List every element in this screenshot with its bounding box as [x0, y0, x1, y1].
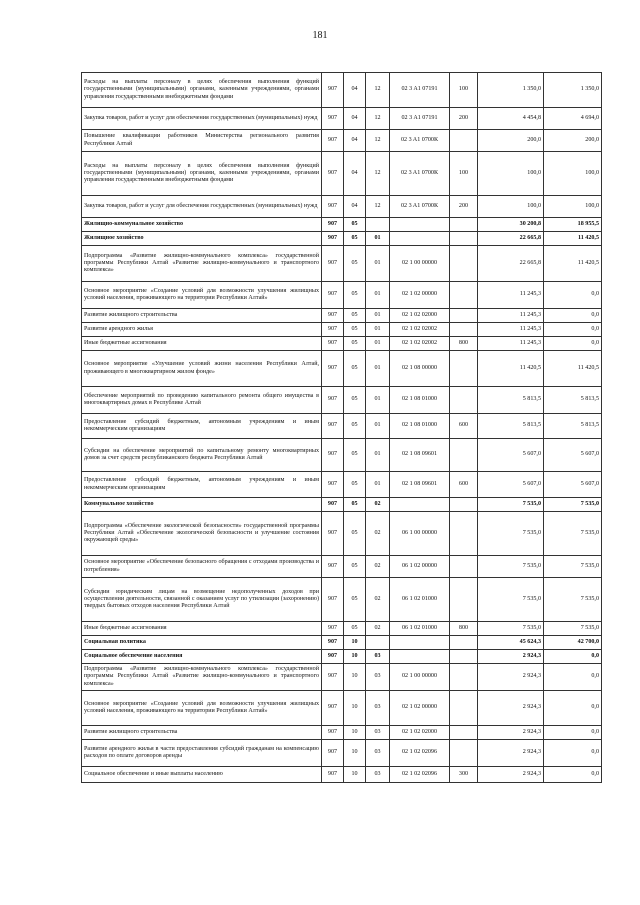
expense-type-cell: [450, 691, 478, 726]
amount-year1-cell: 100,0: [478, 152, 544, 196]
table-row: [82, 636, 602, 650]
subsection-code-cell: 12: [366, 108, 390, 130]
budget-table: [81, 72, 602, 783]
expense-name-cell: Социальная политика: [82, 636, 322, 650]
ministry-code-cell: 907: [322, 636, 344, 650]
amount-year1-cell: 11 245,3: [478, 337, 544, 351]
target-article-cell: 02 1 08 01000: [390, 387, 450, 414]
ministry-code-cell: 907: [322, 351, 344, 387]
target-article-cell: 02 1 08 01000: [390, 414, 450, 439]
section-code-cell: 10: [344, 636, 366, 650]
ministry-code-cell: 907: [322, 767, 344, 783]
amount-year2-cell: 18 955,5: [544, 218, 602, 232]
amount-year2-cell: 5 607,0: [544, 472, 602, 498]
amount-year1-cell: 11 245,3: [478, 323, 544, 337]
amount-year1-cell: 7 535,0: [478, 622, 544, 636]
section-code-cell: 05: [344, 622, 366, 636]
ministry-code-cell: 907: [322, 337, 344, 351]
amount-year1-cell: 5 607,0: [478, 439, 544, 472]
target-article-cell: 06 1 02 01000: [390, 578, 450, 622]
table-row: [82, 337, 602, 351]
ministry-code-cell: 907: [322, 387, 344, 414]
table-row: [82, 130, 602, 152]
expense-type-cell: [450, 439, 478, 472]
ministry-code-cell: 907: [322, 439, 344, 472]
amount-year2-cell: 4 694,0: [544, 108, 602, 130]
amount-year1-cell: 30 200,8: [478, 218, 544, 232]
target-article-cell: 02 1 02 02096: [390, 767, 450, 783]
ministry-code-cell: 907: [322, 578, 344, 622]
target-article-cell: 02 1 00 00000: [390, 246, 450, 282]
ministry-code-cell: 907: [322, 196, 344, 218]
ministry-code-cell: 907: [322, 740, 344, 767]
table-row: [82, 512, 602, 556]
subsection-code-cell: 12: [366, 130, 390, 152]
amount-year2-cell: 42 700,0: [544, 636, 602, 650]
subsection-code-cell: 02: [366, 498, 390, 512]
section-code-cell: 05: [344, 439, 366, 472]
ministry-code-cell: 907: [322, 218, 344, 232]
section-code-cell: 10: [344, 650, 366, 664]
expense-name-cell: Развитие жилищного строительства: [82, 309, 322, 323]
expense-name-cell: Основное мероприятие «Улучшение условий жизни населения Республики Алтай, проживающего в многоквартирном жилом фонде»: [82, 351, 322, 387]
amount-year1-cell: 2 924,3: [478, 740, 544, 767]
expense-name-cell: Подпрограмма «Развитие жилищно-коммунального комплекса» государственной программы Республики Алтай «Развитие жилищно-коммунального и транспортного комплекса»: [82, 246, 322, 282]
amount-year2-cell: 0,0: [544, 691, 602, 726]
expense-name-cell: Основное мероприятие «Создание условий для возможности улучшения жилищных условий населения, проживающего на территории Республики Алтай»: [82, 691, 322, 726]
subsection-code-cell: 03: [366, 650, 390, 664]
expense-name-cell: Основное мероприятие «Создание условий для возможности улучшения жилищных условий населения, проживающего на территории Республики Алтай»: [82, 282, 322, 309]
subsection-code-cell: 02: [366, 556, 390, 578]
target-article-cell: 02 1 02 00000: [390, 282, 450, 309]
ministry-code-cell: 907: [322, 152, 344, 196]
expense-name-cell: Развитие арендного жилья: [82, 323, 322, 337]
amount-year2-cell: 11 420,5: [544, 246, 602, 282]
expense-type-cell: [450, 130, 478, 152]
section-code-cell: 04: [344, 196, 366, 218]
amount-year1-cell: 100,0: [478, 196, 544, 218]
expense-name-cell: Иные бюджетные ассигнования: [82, 337, 322, 351]
amount-year2-cell: 5 607,0: [544, 439, 602, 472]
table-row: [82, 726, 602, 740]
ministry-code-cell: 907: [322, 73, 344, 108]
ministry-code-cell: 907: [322, 130, 344, 152]
expense-name-cell: Субсидии юридическим лицам на возмещение недополученных доходов при осуществлении деятельности, связанной с оказанием услуг по утилизации (захоронению) твердых бытовых отходов населения Республики Алтай: [82, 578, 322, 622]
target-article-cell: 02 1 02 02000: [390, 309, 450, 323]
amount-year2-cell: 7 535,0: [544, 512, 602, 556]
amount-year1-cell: 7 535,0: [478, 578, 544, 622]
expense-name-cell: Подпрограмма «Обеспечение экологической безопасности» государственной программы Республики Алтай «Обеспечение экологической безопасности и улучшение состояния окружающей среды»: [82, 512, 322, 556]
amount-year2-cell: 11 420,5: [544, 232, 602, 246]
amount-year1-cell: 22 665,8: [478, 232, 544, 246]
expense-type-cell: 200: [450, 196, 478, 218]
subsection-code-cell: 01: [366, 282, 390, 309]
amount-year1-cell: 11 245,3: [478, 282, 544, 309]
target-article-cell: 02 3 A1 0700К: [390, 152, 450, 196]
expense-type-cell: 100: [450, 152, 478, 196]
table-row: [82, 387, 602, 414]
target-article-cell: 02 1 08 00000: [390, 351, 450, 387]
ministry-code-cell: 907: [322, 246, 344, 282]
expense-type-cell: [450, 282, 478, 309]
table-row: [82, 622, 602, 636]
amount-year1-cell: 22 665,8: [478, 246, 544, 282]
amount-year2-cell: 7 535,0: [544, 556, 602, 578]
section-code-cell: 10: [344, 740, 366, 767]
table-row: [82, 108, 602, 130]
subsection-code-cell: 01: [366, 351, 390, 387]
subsection-code-cell: [366, 218, 390, 232]
amount-year2-cell: 0,0: [544, 740, 602, 767]
section-code-cell: 05: [344, 387, 366, 414]
amount-year2-cell: 200,0: [544, 130, 602, 152]
ministry-code-cell: 907: [322, 512, 344, 556]
subsection-code-cell: 01: [366, 309, 390, 323]
subsection-code-cell: 01: [366, 337, 390, 351]
section-code-cell: 05: [344, 556, 366, 578]
subsection-code-cell: 12: [366, 73, 390, 108]
expense-type-cell: 200: [450, 108, 478, 130]
expense-name-cell: Расходы на выплаты персоналу в целях обеспечения выполнения функций государственными (муниципальными) органами, казенными учреждениями, органами управления государственными внебюджетными фондами: [82, 152, 322, 196]
target-article-cell: 02 3 A1 0700К: [390, 130, 450, 152]
target-article-cell: 06 1 00 00000: [390, 512, 450, 556]
section-code-cell: 05: [344, 414, 366, 439]
table-row: [82, 664, 602, 691]
expense-type-cell: [450, 578, 478, 622]
amount-year1-cell: 7 535,0: [478, 512, 544, 556]
expense-name-cell: Обеспечение мероприятий по проведению капитального ремонта общего имущества в многоквартирных домах в Республике Алтай: [82, 387, 322, 414]
section-code-cell: 05: [344, 472, 366, 498]
section-code-cell: 05: [344, 512, 366, 556]
target-article-cell: [390, 650, 450, 664]
amount-year2-cell: 100,0: [544, 152, 602, 196]
expense-name-cell: Предоставление субсидий бюджетным, автономным учреждениям и иным некоммерческим организациям: [82, 414, 322, 439]
target-article-cell: [390, 498, 450, 512]
section-code-cell: 05: [344, 323, 366, 337]
expense-name-cell: Развитие жилищного строительства: [82, 726, 322, 740]
expense-type-cell: [450, 556, 478, 578]
ministry-code-cell: 907: [322, 108, 344, 130]
target-article-cell: 02 3 A1 07191: [390, 108, 450, 130]
subsection-code-cell: 02: [366, 512, 390, 556]
expense-name-cell: Подпрограмма «Развитие жилищно-коммунального комплекса» государственной программы Республики Алтай «Развитие жилищно-коммунального и транспортного комплекса»: [82, 664, 322, 691]
section-code-cell: 05: [344, 309, 366, 323]
target-article-cell: [390, 636, 450, 650]
amount-year2-cell: 0,0: [544, 309, 602, 323]
subsection-code-cell: 12: [366, 196, 390, 218]
target-article-cell: 06 1 02 01000: [390, 622, 450, 636]
expense-name-cell: Социальное обеспечение населения: [82, 650, 322, 664]
target-article-cell: 02 1 00 00000: [390, 664, 450, 691]
expense-name-cell: Субсидии на обеспечение мероприятий по капитальному ремонту многоквартирных домов за счет средств республиканского бюджета Республики Алтай: [82, 439, 322, 472]
amount-year2-cell: 0,0: [544, 767, 602, 783]
expense-type-cell: [450, 512, 478, 556]
amount-year1-cell: 1 350,0: [478, 73, 544, 108]
table-row: [82, 309, 602, 323]
expense-name-cell: Закупка товаров, работ и услуг для обеспечения государственных (муниципальных) нужд: [82, 196, 322, 218]
table-row: [82, 767, 602, 783]
expense-name-cell: Развитие арендного жилья в части предоставления субсидий гражданам на компенсацию расходов по оплате договоров аренды: [82, 740, 322, 767]
target-article-cell: 02 1 02 02000: [390, 726, 450, 740]
expense-type-cell: [450, 498, 478, 512]
section-code-cell: 10: [344, 726, 366, 740]
section-code-cell: 05: [344, 351, 366, 387]
table-row: [82, 196, 602, 218]
ministry-code-cell: 907: [322, 323, 344, 337]
target-article-cell: [390, 232, 450, 246]
table-row: [82, 282, 602, 309]
target-article-cell: 02 3 A1 07191: [390, 73, 450, 108]
section-code-cell: 05: [344, 246, 366, 282]
table-row: [82, 439, 602, 472]
subsection-code-cell: 01: [366, 246, 390, 282]
ministry-code-cell: 907: [322, 472, 344, 498]
table-row: [82, 218, 602, 232]
subsection-code-cell: 03: [366, 726, 390, 740]
ministry-code-cell: 907: [322, 498, 344, 512]
amount-year1-cell: 2 924,3: [478, 691, 544, 726]
ministry-code-cell: 907: [322, 622, 344, 636]
section-code-cell: 04: [344, 73, 366, 108]
amount-year1-cell: 2 924,3: [478, 767, 544, 783]
amount-year2-cell: 1 350,0: [544, 73, 602, 108]
table-row: [82, 246, 602, 282]
amount-year2-cell: 0,0: [544, 664, 602, 691]
table-row: [82, 414, 602, 439]
subsection-code-cell: 01: [366, 414, 390, 439]
expense-name-cell: Повышение квалификации работников Министерства регионального развития Республики Алтай: [82, 130, 322, 152]
table-row: [82, 323, 602, 337]
amount-year1-cell: 7 535,0: [478, 498, 544, 512]
table-row: [82, 740, 602, 767]
table-row: [82, 351, 602, 387]
section-code-cell: 05: [344, 337, 366, 351]
ministry-code-cell: 907: [322, 282, 344, 309]
table-row: [82, 691, 602, 726]
expense-type-cell: 800: [450, 622, 478, 636]
ministry-code-cell: 907: [322, 726, 344, 740]
target-article-cell: 02 1 08 09601: [390, 472, 450, 498]
expense-type-cell: [450, 636, 478, 650]
expense-name-cell: Жилищное хозяйство: [82, 232, 322, 246]
expense-type-cell: [450, 664, 478, 691]
ministry-code-cell: 907: [322, 309, 344, 323]
target-article-cell: 02 1 02 00000: [390, 691, 450, 726]
table-row: [82, 152, 602, 196]
table-row: [82, 650, 602, 664]
ministry-code-cell: 907: [322, 691, 344, 726]
subsection-code-cell: 03: [366, 767, 390, 783]
amount-year2-cell: 7 535,0: [544, 622, 602, 636]
expense-type-cell: [450, 351, 478, 387]
expense-type-cell: [450, 232, 478, 246]
amount-year2-cell: 0,0: [544, 726, 602, 740]
expense-name-cell: Социальное обеспечение и иные выплаты населению: [82, 767, 322, 783]
expense-type-cell: [450, 726, 478, 740]
amount-year1-cell: 200,0: [478, 130, 544, 152]
amount-year2-cell: 7 535,0: [544, 498, 602, 512]
target-article-cell: 02 1 02 02002: [390, 323, 450, 337]
expense-name-cell: Жилищно-коммунальное хозяйство: [82, 218, 322, 232]
subsection-code-cell: 01: [366, 232, 390, 246]
amount-year1-cell: 5 607,0: [478, 472, 544, 498]
amount-year2-cell: 0,0: [544, 323, 602, 337]
amount-year2-cell: 5 813,5: [544, 414, 602, 439]
expense-type-cell: [450, 309, 478, 323]
table-row: [82, 73, 602, 108]
subsection-code-cell: 03: [366, 740, 390, 767]
expense-type-cell: [450, 246, 478, 282]
expense-name-cell: Основное мероприятие «Обеспечение безопасного обращения с отходами производства и потребления»: [82, 556, 322, 578]
expense-name-cell: Закупка товаров, работ и услуг для обеспечения государственных (муниципальных) нужд: [82, 108, 322, 130]
section-code-cell: 10: [344, 691, 366, 726]
amount-year2-cell: 7 535,0: [544, 578, 602, 622]
amount-year1-cell: 45 624,3: [478, 636, 544, 650]
expense-type-cell: 600: [450, 472, 478, 498]
amount-year1-cell: 5 813,5: [478, 387, 544, 414]
expense-type-cell: 600: [450, 414, 478, 439]
section-code-cell: 04: [344, 152, 366, 196]
table-row: [82, 578, 602, 622]
amount-year2-cell: 11 420,5: [544, 351, 602, 387]
amount-year2-cell: 0,0: [544, 337, 602, 351]
subsection-code-cell: 03: [366, 664, 390, 691]
section-code-cell: 05: [344, 282, 366, 309]
amount-year1-cell: 11 420,5: [478, 351, 544, 387]
expense-type-cell: 100: [450, 73, 478, 108]
target-article-cell: 02 1 08 09601: [390, 439, 450, 472]
amount-year2-cell: 0,0: [544, 282, 602, 309]
amount-year1-cell: 2 924,3: [478, 726, 544, 740]
amount-year1-cell: 2 924,3: [478, 664, 544, 691]
table-row: [82, 556, 602, 578]
table-row: [82, 472, 602, 498]
target-article-cell: 02 3 A1 0700К: [390, 196, 450, 218]
target-article-cell: 06 1 02 00000: [390, 556, 450, 578]
ministry-code-cell: 907: [322, 414, 344, 439]
amount-year2-cell: 5 813,5: [544, 387, 602, 414]
expense-type-cell: [450, 650, 478, 664]
expense-type-cell: [450, 740, 478, 767]
amount-year1-cell: 4 454,8: [478, 108, 544, 130]
target-article-cell: [390, 218, 450, 232]
amount-year1-cell: 5 813,5: [478, 414, 544, 439]
subsection-code-cell: 03: [366, 691, 390, 726]
section-code-cell: 05: [344, 232, 366, 246]
ministry-code-cell: 907: [322, 232, 344, 246]
expense-type-cell: 800: [450, 337, 478, 351]
subsection-code-cell: 01: [366, 323, 390, 337]
subsection-code-cell: 02: [366, 578, 390, 622]
subsection-code-cell: 01: [366, 439, 390, 472]
amount-year2-cell: 0,0: [544, 650, 602, 664]
amount-year1-cell: 7 535,0: [478, 556, 544, 578]
expense-name-cell: Иные бюджетные ассигнования: [82, 622, 322, 636]
expense-type-cell: [450, 218, 478, 232]
section-code-cell: 10: [344, 767, 366, 783]
amount-year1-cell: 2 924,3: [478, 650, 544, 664]
subsection-code-cell: 02: [366, 622, 390, 636]
section-code-cell: 05: [344, 218, 366, 232]
target-article-cell: 02 1 02 02002: [390, 337, 450, 351]
table-body: [82, 73, 602, 783]
ministry-code-cell: 907: [322, 664, 344, 691]
section-code-cell: 04: [344, 130, 366, 152]
section-code-cell: 05: [344, 578, 366, 622]
expense-type-cell: 300: [450, 767, 478, 783]
section-code-cell: 05: [344, 498, 366, 512]
table-row: [82, 232, 602, 246]
amount-year1-cell: 11 245,3: [478, 309, 544, 323]
subsection-code-cell: 01: [366, 387, 390, 414]
expense-name-cell: Расходы на выплаты персоналу в целях обеспечения выполнения функций государственными (муниципальными) органами, казенными учреждениями, органами управления государственными внебюджетными фондами: [82, 73, 322, 108]
section-code-cell: 04: [344, 108, 366, 130]
page-number: 181: [312, 30, 328, 41]
subsection-code-cell: 12: [366, 152, 390, 196]
subsection-code-cell: [366, 636, 390, 650]
expense-name-cell: Предоставление субсидий бюджетным, автономным учреждениям и иным некоммерческим организациям: [82, 472, 322, 498]
section-code-cell: 10: [344, 664, 366, 691]
expense-type-cell: [450, 323, 478, 337]
subsection-code-cell: 01: [366, 472, 390, 498]
expense-name-cell: Коммунальное хозяйство: [82, 498, 322, 512]
target-article-cell: 02 1 02 02096: [390, 740, 450, 767]
amount-year2-cell: 100,0: [544, 196, 602, 218]
ministry-code-cell: 907: [322, 650, 344, 664]
expense-type-cell: [450, 387, 478, 414]
ministry-code-cell: 907: [322, 556, 344, 578]
table-row: [82, 498, 602, 512]
